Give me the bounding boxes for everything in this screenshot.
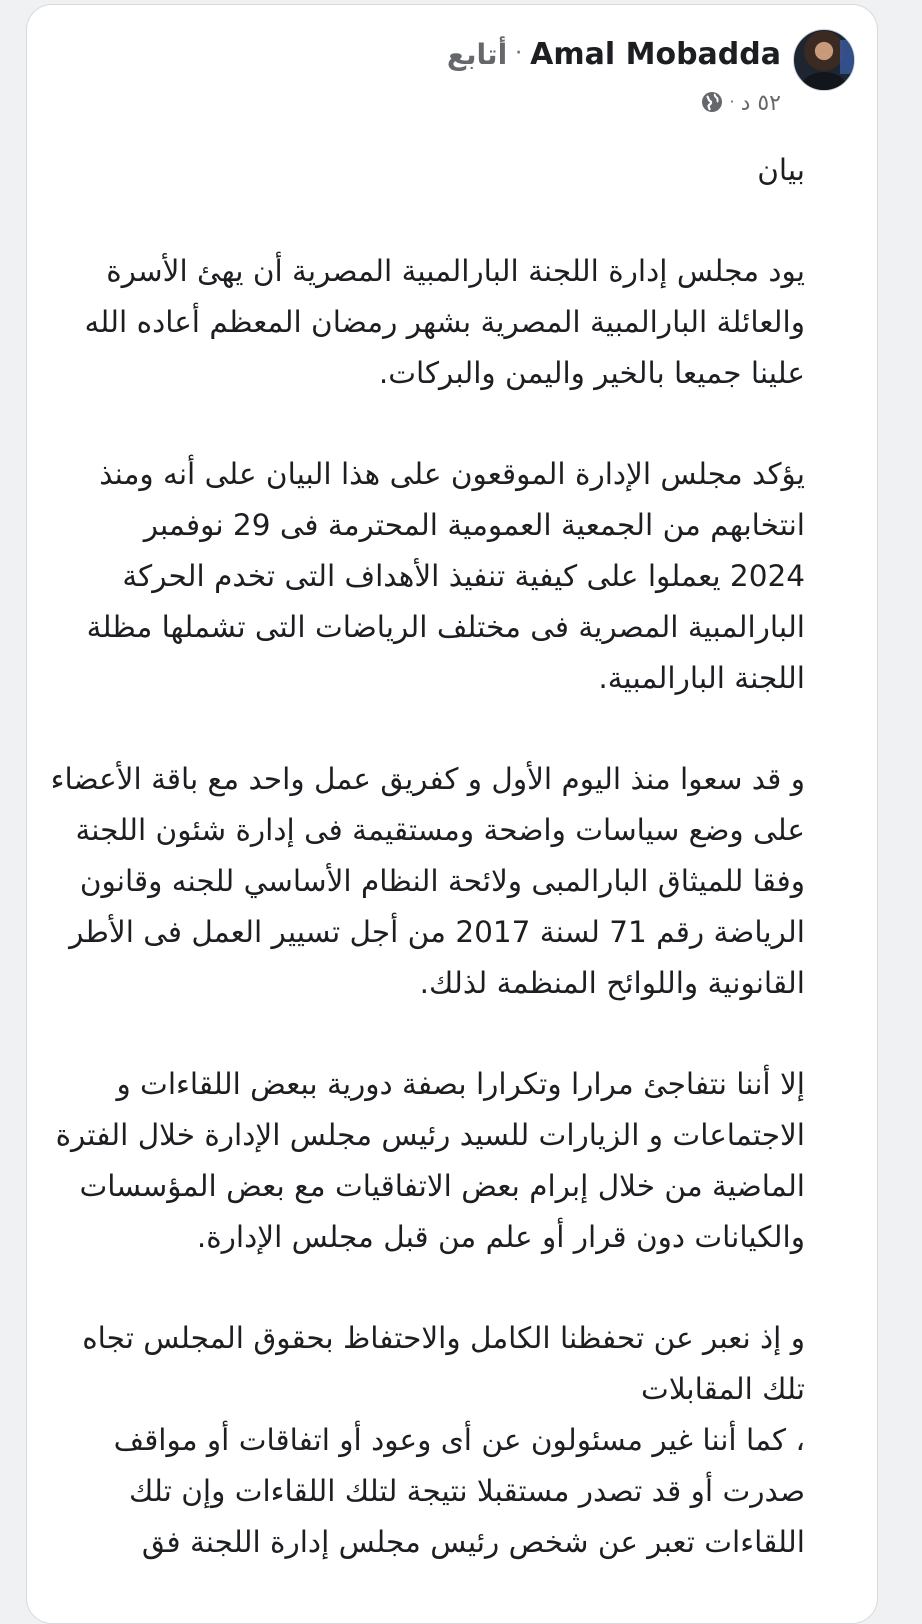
- post-title: بيان: [757, 153, 805, 187]
- post-card: [26, 4, 878, 1624]
- separator-dot: ·: [515, 41, 523, 66]
- paragraph-greeting: يود مجلس إدارة اللجنة البارالمبية المصرية أن يهئ الأسرة والعائلة البارالمبية المصرية بشهر رمضان المعظم أعاده الله علينا جميعا بالخير واليمن والبركات.: [84, 254, 805, 390]
- post-body: [25, 145, 805, 1568]
- post-header: [255, 29, 855, 121]
- paragraph-meetings: إلا أننا نتفاجئ مرارا وتكرارا بصفة دورية ببعض اللقاءات و الاجتماعات و الزيارات للسيد رئيس مجلس الإدارة خلال الفترة الماضية من خلال إبرام بعض الاتفاقيات مع بعض المؤسسات والكيانات دون قرار أو علم من قبل مجلس الإدارة.: [55, 1067, 805, 1254]
- paragraph-reservation: و إذ نعبر عن تحفظنا الكامل والاحتفاظ بحقوق المجلس تجاه تلك المقابلات: [82, 1321, 805, 1406]
- author-name[interactable]: Amal Mobadda: [530, 37, 781, 72]
- meta-separator: ·: [729, 92, 735, 111]
- post-timestamp[interactable]: ٥٢ د: [740, 91, 781, 116]
- paragraph-disclaimer: ، كما أننا غير مسئولون عن أى وعود أو اتفاقات أو مواقف صدرت أو قد تصدر مستقبلا نتيجة لتلك اللقاءات وإن تلك اللقاءات تعبر عن شخص رئيس مجلس إدارة اللجنة فق: [113, 1423, 805, 1559]
- globe-icon[interactable]: [701, 91, 723, 113]
- follow-button[interactable]: أتابع: [446, 38, 508, 71]
- paragraph-election: يؤكد مجلس الإدارة الموقعون على هذا البيان على أنه ومنذ انتخابهم من الجمعية العمومية المحترمة فى 29 نوفمبر 2024 يعملوا على كيفية تنفيذ الأهداف التى تخدم الحركة البارالمبية المصرية فى مختلف الرياضات التى تشملها مظلة اللجنة البارالمبية.: [86, 457, 805, 695]
- paragraph-policies: و قد سعوا منذ اليوم الأول و كفريق عمل واحد مع باقة الأعضاء على وضع سياسات واضحة ومستقيمة فى إدارة شئون اللجنة وفقا للميثاق البارالمبى ولائحة النظام الأساسي للجنه وقانون الرياضة رقم 71 لسنة 2017 من أجل تسيير العمل فى الأطر القانونية واللوائح المنظمة لذلك.: [50, 762, 805, 1000]
- author-avatar[interactable]: [793, 29, 855, 91]
- author-row: [447, 37, 781, 72]
- post-meta: [701, 91, 781, 116]
